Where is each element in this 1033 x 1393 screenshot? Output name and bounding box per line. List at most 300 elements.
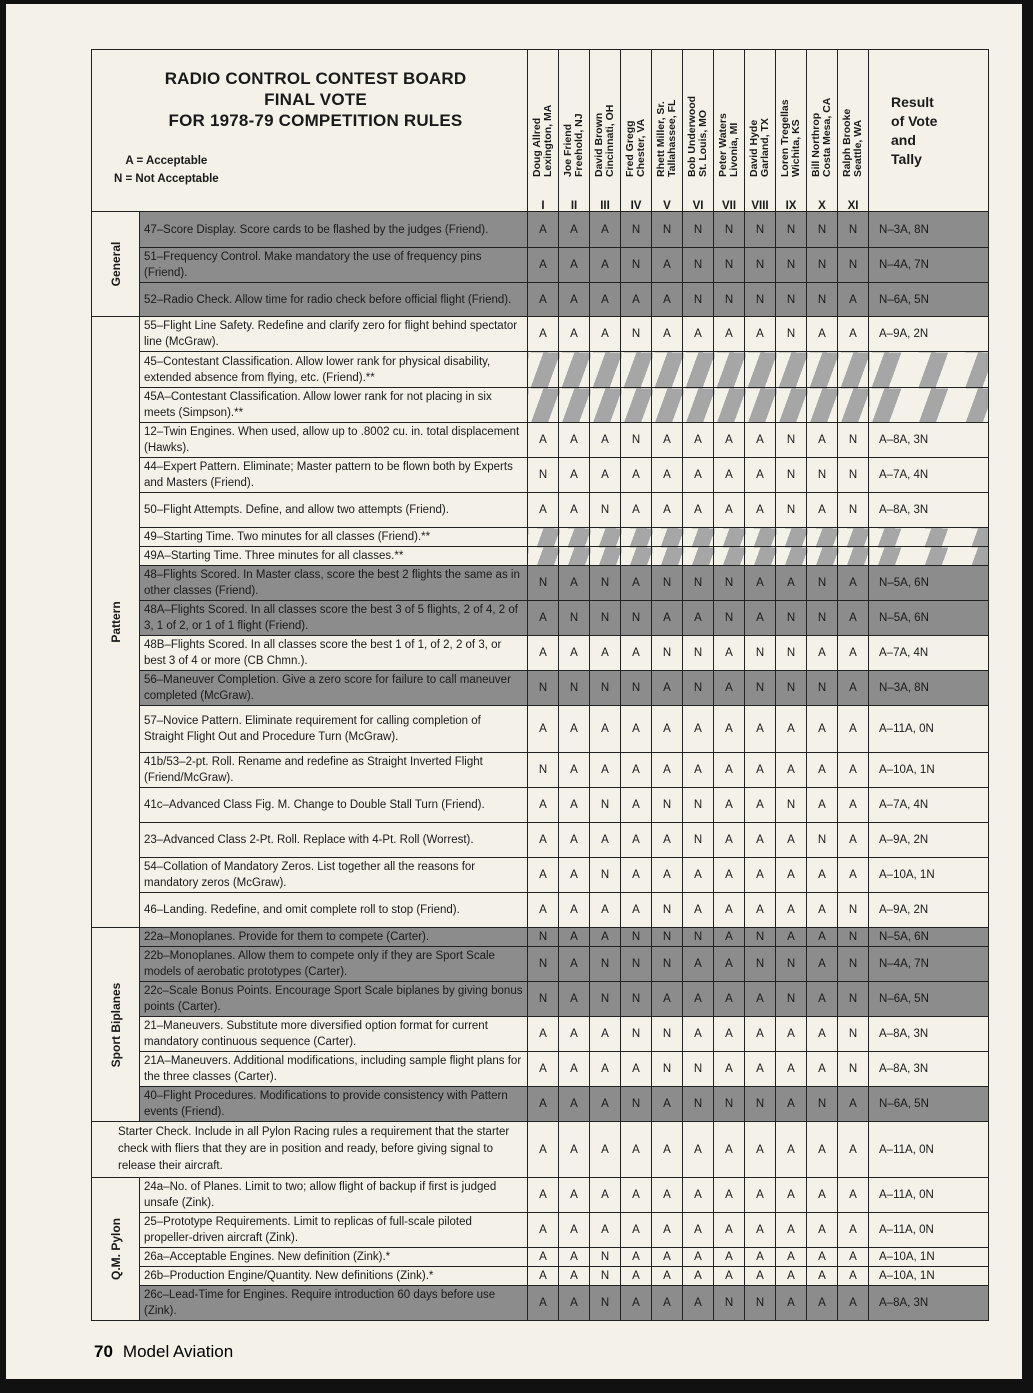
vote-cell: A [838, 753, 869, 788]
vote-cell: A [559, 982, 590, 1017]
result-cell: N–5A, 6N [869, 566, 989, 601]
vote-cell: N [745, 212, 776, 248]
judge-name: Ralph Brooke [841, 108, 854, 177]
result-cell: A–9A, 2N [869, 823, 989, 858]
withdrawn-cell [528, 528, 559, 547]
vote-cell: A [745, 753, 776, 788]
result-cell: A–10A, 1N [869, 858, 989, 893]
vote-cell: A [683, 1017, 714, 1052]
rule-description: 51–Frequency Control. Make mandatory the use of frequency pins (Friend). [140, 248, 528, 283]
result-cell: A–10A, 1N [869, 1248, 989, 1267]
vote-cell: N [621, 947, 652, 982]
withdrawn-cell [776, 352, 807, 388]
vote-cell: A [621, 1267, 652, 1286]
result-cell: A–9A, 2N [869, 317, 989, 352]
vote-cell: A [776, 566, 807, 601]
judge-place: Lexington, MA [542, 104, 555, 177]
vote-cell: A [714, 1178, 745, 1213]
vote-cell: A [838, 788, 869, 823]
vote-cell: N [745, 671, 776, 706]
vote-cell: N [590, 1267, 621, 1286]
withdrawn-cell [838, 352, 869, 388]
vote-cell: A [621, 636, 652, 671]
vote-cell: N [683, 283, 714, 317]
vote-cell: N [652, 1017, 683, 1052]
vote-cell: A [528, 212, 559, 248]
withdrawn-cell [590, 547, 621, 566]
result-cell: N–4A, 7N [869, 947, 989, 982]
judge-label [780, 99, 802, 177]
withdrawn-cell [528, 352, 559, 388]
rule-description: 26c–Lead-Time for Engines. Require introduction 60 days before use (Zink). [140, 1286, 528, 1321]
rule-description: 57–Novice Pattern. Eliminate requirement for calling completion of Straight Flight Out and Procedure Turn (McGraw). [140, 706, 528, 753]
vote-cell: A [714, 1122, 745, 1178]
vote-cell: A [559, 566, 590, 601]
title-block [92, 50, 528, 212]
vote-cell: A [528, 601, 559, 636]
vote-cell: N [807, 212, 838, 248]
vote-cell: A [838, 1122, 869, 1178]
vote-cell: A [528, 1248, 559, 1267]
vote-cell: A [714, 671, 745, 706]
withdrawn-cell [745, 388, 776, 423]
judge-place: Costa Mesa, CA [821, 97, 834, 177]
vote-cell: A [745, 1017, 776, 1052]
vote-cell: A [745, 788, 776, 823]
vote-body [92, 212, 989, 1321]
vote-row [92, 352, 989, 388]
vote-cell: A [745, 423, 776, 458]
vote-cell: A [745, 317, 776, 352]
vote-cell: A [683, 1213, 714, 1248]
result-cell: A–11A, 0N [869, 706, 989, 753]
vote-cell: N [621, 212, 652, 248]
vote-cell: A [776, 893, 807, 928]
vote-cell: A [652, 493, 683, 528]
withdrawn-cell [714, 547, 745, 566]
vote-cell: A [807, 423, 838, 458]
vote-row [92, 636, 989, 671]
result-cell: N–5A, 6N [869, 601, 989, 636]
rule-description: Starter Check. Include in all Pylon Racing rules a requirement that the starter check with fliers that they are in position and ready, before giving signal to release their aircraft. [92, 1122, 528, 1178]
legend-acceptable: A = Acceptable [125, 155, 208, 167]
vote-row [92, 423, 989, 458]
vote-cell: A [714, 1267, 745, 1286]
vote-cell: A [807, 858, 838, 893]
vote-cell: A [590, 317, 621, 352]
vote-cell: N [714, 283, 745, 317]
vote-cell: N [714, 1286, 745, 1321]
vote-cell: A [683, 601, 714, 636]
judge-label [718, 113, 740, 177]
vote-cell: N [776, 493, 807, 528]
section-label: Q.M. Pylon [108, 1217, 123, 1281]
vote-cell: A [714, 423, 745, 458]
vote-cell: A [776, 1178, 807, 1213]
vote-cell: N [714, 566, 745, 601]
vote-cell: A [776, 1248, 807, 1267]
withdrawn-cell [869, 352, 989, 388]
section-label: Sport Biplanes [108, 982, 123, 1067]
vote-row [92, 947, 989, 982]
vote-cell: N [683, 1052, 714, 1087]
vote-cell: A [807, 706, 838, 753]
vote-cell: A [652, 706, 683, 753]
vote-row [92, 1052, 989, 1087]
section-label-cell [92, 1178, 140, 1321]
vote-cell: N [838, 1052, 869, 1087]
vote-cell: N [590, 493, 621, 528]
vote-cell: A [590, 1178, 621, 1213]
vote-row [92, 706, 989, 753]
vote-cell: N [807, 458, 838, 493]
result-cell: A–8A, 3N [869, 423, 989, 458]
vote-cell: A [714, 1248, 745, 1267]
vote-cell: A [590, 248, 621, 283]
vote-row [92, 388, 989, 423]
vote-cell: A [528, 1052, 559, 1087]
judge-numeral: V [663, 200, 671, 212]
judge-header [807, 50, 838, 212]
vote-cell: A [528, 1213, 559, 1248]
legend [114, 152, 219, 188]
vote-cell: A [590, 1087, 621, 1122]
vote-cell: A [590, 283, 621, 317]
vote-cell: A [838, 1267, 869, 1286]
vote-cell: A [559, 458, 590, 493]
rule-description: 24a–No. of Planes. Limit to two; allow flight of backup if first is judged unsafe (Zink). [140, 1178, 528, 1213]
vote-cell: A [528, 493, 559, 528]
vote-cell: A [559, 706, 590, 753]
vote-cell: N [621, 1017, 652, 1052]
rule-description: 45–Contestant Classification. Allow lower rank for physical disability, extended absence from flying, etc. (Friend).** [140, 352, 528, 388]
result-cell: N–6A, 5N [869, 283, 989, 317]
vote-cell: A [745, 893, 776, 928]
vote-cell: A [559, 788, 590, 823]
vote-cell: A [652, 1248, 683, 1267]
vote-cell: A [559, 1017, 590, 1052]
vote-cell: N [776, 671, 807, 706]
judge-label [563, 113, 585, 177]
judge-label [594, 105, 616, 177]
vote-cell: N [838, 1017, 869, 1052]
vote-cell: A [590, 1122, 621, 1178]
vote-row [92, 1286, 989, 1321]
withdrawn-cell [776, 528, 807, 547]
vote-cell: A [776, 823, 807, 858]
withdrawn-cell [621, 528, 652, 547]
vote-cell: A [745, 858, 776, 893]
vote-cell: N [714, 212, 745, 248]
vote-cell: N [838, 248, 869, 283]
vote-cell: N [528, 947, 559, 982]
vote-cell: A [528, 1122, 559, 1178]
withdrawn-cell [745, 352, 776, 388]
rule-description: 47–Score Display. Score cards to be flashed by the judges (Friend). [140, 212, 528, 248]
vote-cell: A [559, 493, 590, 528]
vote-row [92, 1178, 989, 1213]
vote-cell: A [807, 947, 838, 982]
vote-cell: N [683, 928, 714, 947]
judge-name: Loren Tregellas [779, 99, 792, 177]
judge-header [776, 50, 807, 212]
vote-cell: A [807, 636, 838, 671]
result-cell: N–3A, 8N [869, 212, 989, 248]
vote-cell: A [621, 1052, 652, 1087]
judge-name: Joe Friend [562, 123, 575, 177]
vote-cell: N [652, 1052, 683, 1087]
vote-cell: A [838, 1213, 869, 1248]
vote-cell: A [807, 1017, 838, 1052]
vote-cell: A [714, 317, 745, 352]
vote-cell: A [683, 858, 714, 893]
withdrawn-cell [652, 352, 683, 388]
vote-cell: A [683, 753, 714, 788]
vote-cell: A [776, 753, 807, 788]
vote-row [92, 893, 989, 928]
vote-row [92, 212, 989, 248]
vote-cell: N [745, 248, 776, 283]
vote-cell: N [714, 601, 745, 636]
vote-cell: N [745, 928, 776, 947]
vote-cell: N [559, 601, 590, 636]
vote-cell: N [590, 566, 621, 601]
vote-cell: A [621, 823, 652, 858]
vote-cell: A [621, 1122, 652, 1178]
judge-place: Garland, TX [759, 118, 772, 177]
rule-description: 49A–Starting Time. Three minutes for all classes.** [140, 547, 528, 566]
vote-cell: A [838, 671, 869, 706]
vote-row [92, 493, 989, 528]
vote-cell: A [528, 1087, 559, 1122]
vote-cell: A [838, 1286, 869, 1321]
judge-label [842, 109, 864, 177]
vote-cell: A [714, 893, 745, 928]
vote-row [92, 566, 989, 601]
vote-cell: A [621, 788, 652, 823]
vote-cell: N [683, 671, 714, 706]
judge-label [625, 119, 647, 177]
vote-cell: A [621, 1248, 652, 1267]
withdrawn-cell [590, 528, 621, 547]
result-cell: N–5A, 6N [869, 928, 989, 947]
vote-cell: A [714, 823, 745, 858]
vote-cell: A [807, 493, 838, 528]
vote-cell: A [683, 706, 714, 753]
vote-cell: A [559, 858, 590, 893]
rule-description: 54–Collation of Mandatory Zeros. List together all the reasons for mandatory zeros (McGraw). [140, 858, 528, 893]
vote-cell: N [528, 753, 559, 788]
vote-cell: A [807, 788, 838, 823]
judge-numeral: X [818, 200, 826, 212]
judge-name: Bill Northrop [810, 112, 823, 177]
vote-cell: A [714, 493, 745, 528]
judge-place: Cincinnati, OH [604, 104, 617, 177]
vote-cell: A [776, 928, 807, 947]
rule-description: 49–Starting Time. Two minutes for all classes (Friend).** [140, 528, 528, 547]
vote-cell: N [528, 671, 559, 706]
judge-numeral: XI [847, 200, 859, 212]
vote-row [92, 528, 989, 547]
vote-cell: N [528, 928, 559, 947]
vote-cell: A [559, 1267, 590, 1286]
vote-cell: A [807, 1122, 838, 1178]
vote-cell: A [807, 928, 838, 947]
result-cell: A–8A, 3N [869, 1052, 989, 1087]
result-cell: A–8A, 3N [869, 493, 989, 528]
vote-cell: N [590, 1248, 621, 1267]
title-line-3: FOR 1978-79 COMPETITION RULES [168, 111, 463, 130]
vote-cell: A [652, 1087, 683, 1122]
judge-numeral: III [600, 200, 610, 212]
vote-cell: A [714, 706, 745, 753]
result-cell: A–11A, 0N [869, 1178, 989, 1213]
vote-cell: A [745, 1248, 776, 1267]
vote-cell: N [745, 947, 776, 982]
vote-cell: A [683, 317, 714, 352]
vote-cell: N [528, 566, 559, 601]
vote-cell: N [683, 788, 714, 823]
vote-cell: N [652, 212, 683, 248]
vote-cell: A [683, 423, 714, 458]
rule-description: 25–Prototype Requirements. Limit to replicas of full-scale piloted propeller-driven aircraft (Zink). [140, 1213, 528, 1248]
title-line-2: FINAL VOTE [264, 90, 367, 109]
judge-label [687, 96, 709, 177]
vote-cell: A [559, 928, 590, 947]
vote-cell: A [652, 753, 683, 788]
vote-cell: A [838, 1087, 869, 1122]
judge-numeral: VIII [751, 200, 769, 212]
judge-header [683, 50, 714, 212]
vote-cell: A [652, 671, 683, 706]
vote-cell: N [838, 493, 869, 528]
judge-place: Chester, VA [635, 118, 648, 177]
result-cell: N–3A, 8N [869, 671, 989, 706]
vote-cell: A [559, 248, 590, 283]
vote-cell: A [714, 753, 745, 788]
vote-cell: A [621, 893, 652, 928]
vote-cell: A [683, 458, 714, 493]
vote-cell: N [745, 1087, 776, 1122]
judge-name: Fred Gregg [624, 120, 637, 177]
vote-cell: A [621, 458, 652, 493]
withdrawn-cell [559, 352, 590, 388]
judge-place: St. Louis, MO [697, 109, 710, 177]
vote-table [91, 49, 989, 1321]
vote-cell: N [807, 823, 838, 858]
vote-cell: A [838, 858, 869, 893]
withdrawn-cell [745, 547, 776, 566]
vote-cell: N [838, 212, 869, 248]
vote-row [92, 1267, 989, 1286]
vote-cell: A [559, 823, 590, 858]
vote-cell: A [559, 1178, 590, 1213]
vote-cell: N [776, 317, 807, 352]
judge-header [559, 50, 590, 212]
vote-cell: A [528, 317, 559, 352]
vote-cell: A [838, 823, 869, 858]
vote-cell: A [776, 1017, 807, 1052]
vote-cell: A [838, 706, 869, 753]
withdrawn-cell [590, 352, 621, 388]
vote-row [92, 248, 989, 283]
vote-cell: A [652, 317, 683, 352]
vote-row [92, 1122, 989, 1178]
section-label: General [108, 241, 123, 287]
judge-header [714, 50, 745, 212]
vote-cell: N [590, 671, 621, 706]
vote-cell: A [559, 212, 590, 248]
withdrawn-cell [807, 388, 838, 423]
withdrawn-cell [683, 547, 714, 566]
vote-cell: A [559, 947, 590, 982]
vote-cell: A [559, 1122, 590, 1178]
rule-description: 22a–Monoplanes. Provide for them to compete (Carter). [140, 928, 528, 947]
vote-cell: A [807, 753, 838, 788]
vote-cell: A [683, 1178, 714, 1213]
withdrawn-cell [714, 528, 745, 547]
vote-cell: N [621, 928, 652, 947]
rule-description: 26b–Production Engine/Quantity. New definitions (Zink).* [140, 1267, 528, 1286]
vote-cell: A [528, 636, 559, 671]
vote-cell: A [776, 858, 807, 893]
vote-cell: N [776, 283, 807, 317]
rule-description: 41b/53–2-pt. Roll. Rename and redefine as Straight Inverted Flight (Friend/McGraw). [140, 753, 528, 788]
vote-cell: N [652, 893, 683, 928]
vote-cell: N [776, 636, 807, 671]
vote-cell: A [621, 283, 652, 317]
page-number: 70 [94, 1342, 113, 1361]
vote-row [92, 458, 989, 493]
vote-cell: A [590, 1052, 621, 1087]
vote-cell: A [621, 1178, 652, 1213]
vote-row [92, 317, 989, 352]
vote-cell: A [559, 753, 590, 788]
vote-cell: A [807, 1178, 838, 1213]
vote-cell: N [683, 212, 714, 248]
vote-row [92, 823, 989, 858]
withdrawn-cell [528, 388, 559, 423]
vote-cell: A [528, 823, 559, 858]
vote-cell: N [683, 1087, 714, 1122]
vote-cell: A [683, 1122, 714, 1178]
vote-cell: A [714, 636, 745, 671]
vote-cell: A [652, 1213, 683, 1248]
vote-cell: A [590, 928, 621, 947]
vote-cell: A [652, 1178, 683, 1213]
vote-cell: N [683, 636, 714, 671]
judge-label [811, 98, 833, 177]
vote-cell: A [528, 248, 559, 283]
vote-cell: A [652, 458, 683, 493]
vote-cell: N [683, 248, 714, 283]
result-cell: A–10A, 1N [869, 753, 989, 788]
vote-cell: N [590, 982, 621, 1017]
vote-cell: N [621, 671, 652, 706]
judge-place: Livonia, MI [728, 122, 741, 177]
judge-place: Seattle, WA [852, 119, 865, 177]
judge-header [838, 50, 869, 212]
withdrawn-cell [621, 352, 652, 388]
vote-cell: A [652, 1267, 683, 1286]
vote-cell: A [807, 1267, 838, 1286]
vote-cell: N [652, 566, 683, 601]
section-label: Pattern [108, 601, 123, 643]
vote-row [92, 982, 989, 1017]
vote-cell: A [528, 283, 559, 317]
vote-cell: N [590, 947, 621, 982]
vote-cell: A [807, 1052, 838, 1087]
